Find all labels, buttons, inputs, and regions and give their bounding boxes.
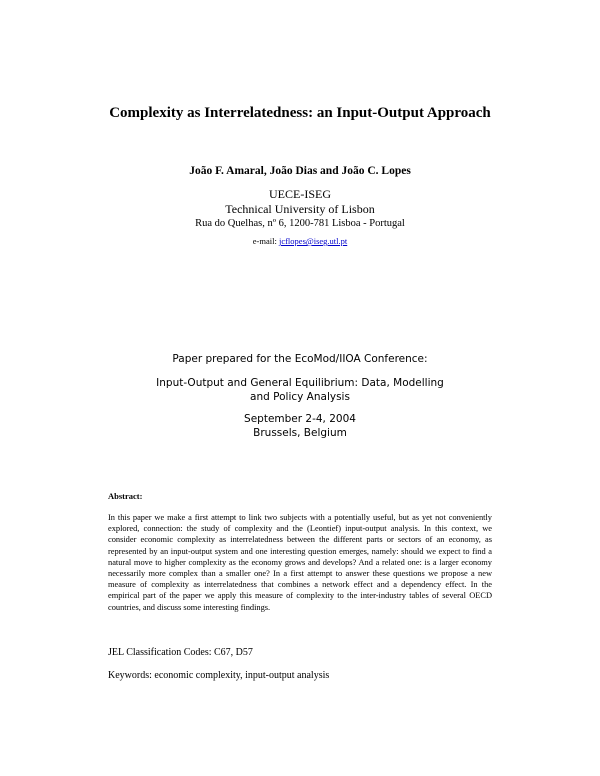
- email-label: e-mail:: [252, 236, 277, 246]
- conference-name: Input-Output and General Equilibrium: Data, Modelling and Policy Analysis: [156, 377, 444, 403]
- paper-title: Complexity as Interrelatedness: an Input-Output Approach: [109, 105, 491, 121]
- email-link[interactable]: jcflopes@iseg.utl.pt: [278, 236, 348, 246]
- affiliation-address: Rua do Quelhas, nº 6, 1200-781 Lisboa - Portugal: [195, 218, 405, 229]
- abstract-text: In this paper we make a first attempt to link two subjects with a potentially useful, but as yet not conveniently explored, connection: the study of complexity and the (Leontief) input-output analysis. In this context, we consider economic complexity as interrelatedness between the different parts or sectors of an economy, as represented by an input-output system and one interesting question emerges, namely: should we expect to find a natural move to higher complexity as the economy grows and develops? And a related one: is a larger economy necessarily more complex than a smaller one? In a first attempt to answer these questions we propose a new measure of complexity as interrelatedness that combines a network effect and a dependency effect. In the empirical part of the paper we apply this measure of complexity to the inter-industry tables of several OECD countries, and discuss some interesting findings.: [108, 513, 492, 612]
- affiliation-name: UECE-ISEG: [269, 187, 331, 201]
- conference-place: Brussels, Belgium: [253, 427, 347, 439]
- jel-codes: JEL Classification Codes: C67, D57: [108, 647, 253, 658]
- keywords: Keywords: economic complexity, input-output analysis: [108, 670, 330, 681]
- author-list: João F. Amaral, João Dias and João C. Lopes: [189, 165, 411, 177]
- email-line: [0, 236, 600, 246]
- conference-dates: September 2-4, 2004: [244, 413, 356, 425]
- conference-intro: Paper prepared for the EcoMod/IIOA Conference:: [172, 353, 428, 365]
- abstract-heading: Abstract:: [108, 491, 143, 501]
- affiliation-university: Technical University of Lisbon: [225, 202, 375, 216]
